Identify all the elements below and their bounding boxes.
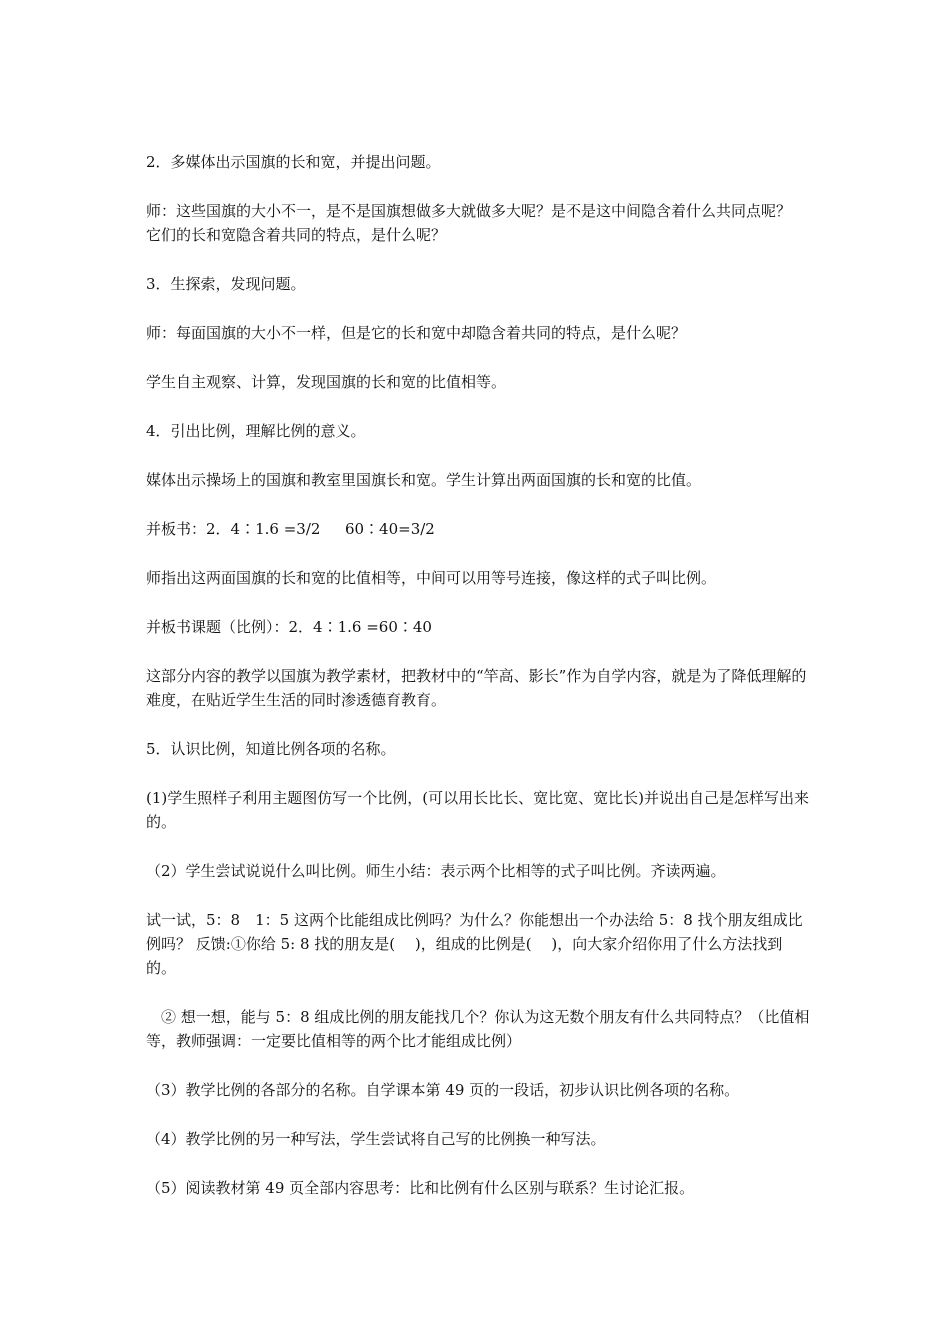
paragraph-item-4: （4）教学比例的另一种写法，学生尝试将自己写的比例换一种写法。 (146, 1130, 606, 1148)
paragraph-step-2: 2．多媒体出示国旗的长和宽，并提出问题。 (146, 153, 441, 171)
paragraph-student-observe: 学生自主观察、计算，发现国旗的长和宽的比值相等。 (146, 373, 507, 391)
paragraph-step-5: 5．认识比例，知道比例各项的名称。 (146, 740, 396, 758)
paragraph-item-1: (1)学生照样子利用主题图仿写一个比例，(可以用长比长、宽比宽、宽比长)并说出自己是怎样写出来的。 (146, 789, 809, 831)
paragraph-teaching-note: 这部分内容的教学以国旗为教学素材，把教材中的“竿高、影长”作为自学内容，就是为了降低理解的难度，在贴近学生生活的同时渗透德育教育。 (146, 667, 807, 709)
paragraph-board-title: 并板书课题（比例）：2．4∶1.6 =60∶40 (146, 618, 432, 636)
paragraph-teacher-question-2: 师：每面国旗的大小不一样，但是它的长和宽中却隐含着共同的特点，是什么呢？ (146, 324, 687, 342)
paragraph-try-it: 试一试，5：8 1：5 这两个比能组成比例吗？为什么？你能想出一个办法给 5：8 找个朋友组成比例吗？ 反馈:①你给 5: 8 找的朋友是( )，组成的比例是( )，向大家介绍你用了什么方法找到的。 (146, 911, 803, 977)
paragraph-media-flags: 媒体出示操场上的国旗和教室里国旗长和宽。学生计算出两面国旗的长和宽的比值。 (146, 471, 702, 489)
document-body (146, 150, 810, 1225)
paragraph-teacher-question-1: 师：这些国旗的大小不一，是不是国旗想做多大就做多大呢？是不是这中间隐含着什么共同点呢？ 它们的长和宽隐含着共同的特点，是什么呢？ (146, 202, 807, 244)
paragraph-think: ② 想一想，能与 5：8 组成比例的朋友能找几个？你认为这无数个朋友有什么共同特点？（比值相等，教师强调：一定要比值相等的两个比才能组成比例） (146, 1008, 810, 1050)
paragraph-step-4: 4．引出比例，理解比例的意义。 (146, 422, 366, 440)
paragraph-item-2: （2）学生尝试说说什么叫比例。师生小结：表示两个比相等的式子叫比例。齐读两遍。 (146, 862, 726, 880)
paragraph-item-5: （5）阅读教材第 49 页全部内容思考：比和比例有什么区别与联系？生讨论汇报。 (146, 1179, 695, 1197)
paragraph-board-ratio: 并板书：2．4∶1.6 =3/2 60∶40=3/2 (146, 520, 435, 538)
paragraph-item-3: （3）教学比例的各部分的名称。自学课本第 49 页的一段话，初步认识比例各项的名称。 (146, 1081, 740, 1099)
paragraph-teacher-points-out: 师指出这两面国旗的长和宽的比值相等，中间可以用等号连接，像这样的式子叫比例。 (146, 569, 717, 587)
paragraph-step-3: 3．生探索，发现问题。 (146, 275, 306, 293)
